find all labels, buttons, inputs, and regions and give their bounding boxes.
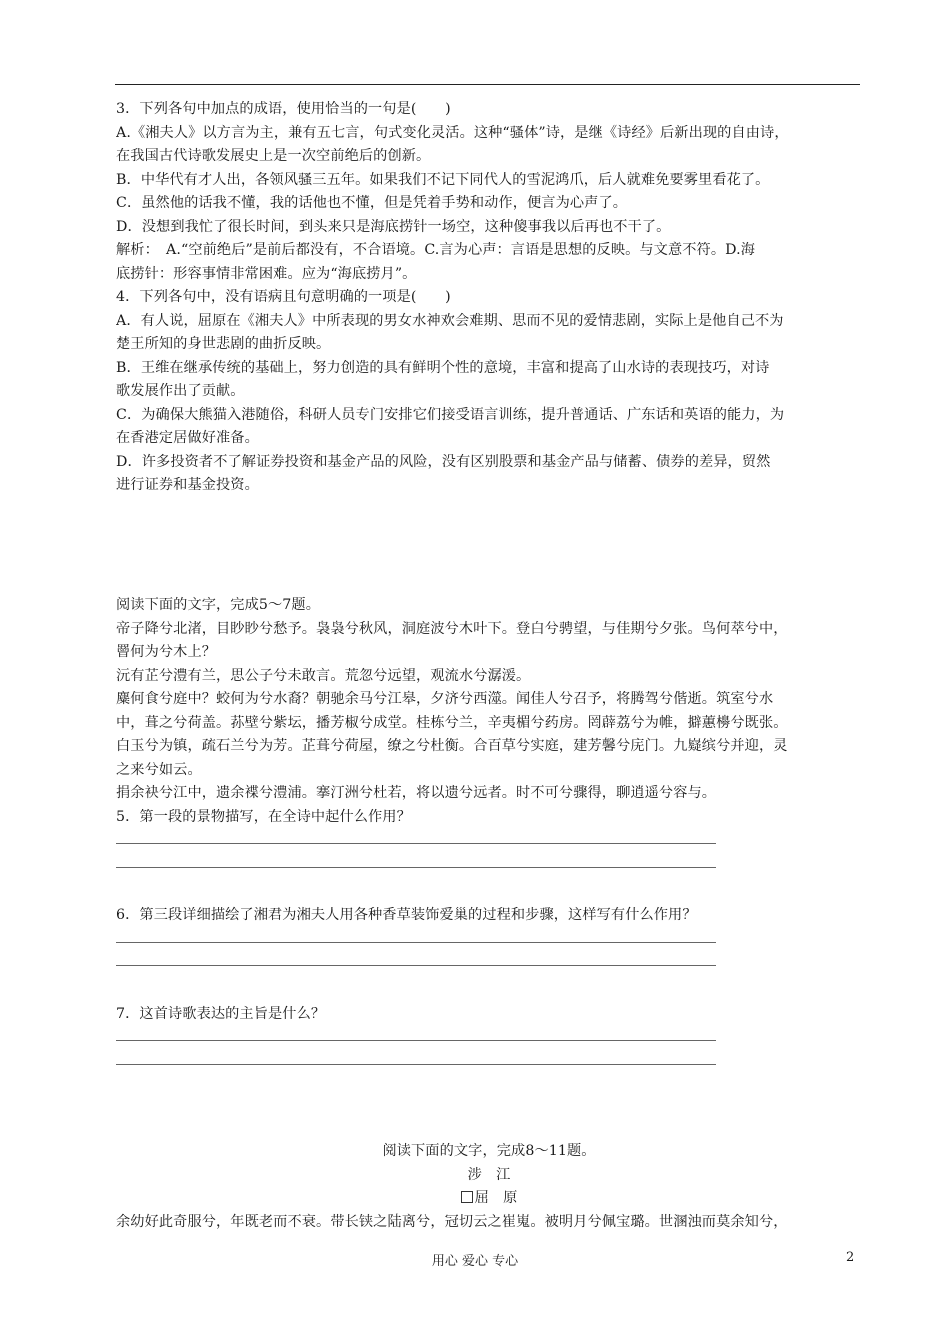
poem-paragraph-3: 麋何食兮庭中？蛟何为兮水裔？朝驰余马兮江皋，夕济兮西澨。闻佳人兮召予，将腾驾兮偕逝。筑室兮水 — [116, 691, 774, 707]
q3-option-b: B．中华代有才人出，各领风骚三五年。如果我们不记下同代人的雪泥鸿爪，后人就难免要雾里看花了。 — [116, 171, 770, 188]
q7-answer-line[interactable] — [116, 1050, 862, 1074]
q5-stem: 5．第一段的景物描写，在全诗中起什么作用？ — [116, 808, 411, 825]
q3-option-c: C．虽然他的话我不懂，我的话他也不懂，但是凭着手势和动作，便言为心声了。 — [116, 195, 628, 211]
q6-answer-line[interactable] — [116, 951, 862, 975]
poem-paragraph-3-cont: 之来兮如云。 — [116, 761, 202, 778]
poem-paragraph-3-cont: 中，葺之兮荷盖。荪壁兮紫坛，播芳椒兮成堂。桂栋兮兰，辛夷楣兮药房。罔薜荔兮为帷，擗蕙櫋兮既张。 — [116, 714, 788, 731]
poem-title: 涉 江 — [467, 1166, 511, 1183]
poem-paragraph-4: 捐余袂兮江中，遗余褋兮澧浦。搴汀洲兮杜若，将以遗兮远者。时不可兮骤得，聊逍遥兮容与。 — [116, 785, 717, 801]
poem-paragraph-1-cont: 罾何为兮木上？ — [116, 644, 217, 660]
poem-paragraph-2: 沅有芷兮澧有兰，思公子兮未敢言。荒忽兮远望，观流水兮潺湲。 — [116, 667, 531, 684]
reading1-intro: 阅读下面的文字，完成5～7题。 — [116, 597, 320, 613]
poem-author: 屈 原 — [474, 1190, 518, 1206]
q4-option-c: C．为确保大熊猫入港随俗，科研人员专门安排它们接受语言训练，提升普通话、广东话和英语的能力，为 — [116, 406, 785, 423]
reading2-intro: 阅读下面的文字，完成8～11题。 — [382, 1143, 596, 1159]
q4-option-c-cont: 在香港定居做好准备。 — [116, 430, 259, 446]
q4-option-a-cont: 楚王所知的身世悲剧的曲折反映。 — [116, 336, 331, 352]
header-rule — [115, 84, 860, 85]
reading-section-2 — [116, 1140, 862, 1234]
poem-paragraph-1: 帝子降兮北渚，目眇眇兮愁予。袅袅兮秋风，洞庭波兮木叶下。登白兮骋望，与佳期兮夕张。鸟何萃兮中， — [116, 620, 788, 637]
q3-option-d: D．没想到我忙了很长时间，到头来只是海底捞针一场空，这种傻事我以后再也不干了。 — [116, 218, 671, 235]
q4-option-b-cont: 歌发展作出了贡献。 — [116, 383, 245, 399]
q4-option-d: D．许多投资者不了解证券投资和基金产品的风险，没有区别股票和基金产品与储蓄、债券的差异，贸然 — [116, 453, 771, 470]
poem-paragraph-3-cont: 白玉兮为镇，疏石兰兮为芳。芷葺兮荷屋，缭之兮杜衡。合百草兮实庭，建芳馨兮庑门。九嶷缤兮并迎，灵 — [116, 738, 788, 754]
poem-author-line — [116, 1187, 862, 1211]
q7-answer-line[interactable] — [116, 1026, 862, 1050]
q4-stem: 4．下列各句中，没有语病且句意明确的一项是( ) — [116, 289, 451, 305]
footer-text: 用心 爱心 专心 — [431, 1254, 519, 1269]
q4-option-b: B．王维在继承传统的基础上，努力创造的具有鲜明个性的意境，丰富和提高了山水诗的表现技巧，对诗 — [116, 359, 770, 376]
q5-answer-line[interactable] — [116, 829, 862, 853]
q7-stem: 7．这首诗歌表达的主旨是什么？ — [116, 1005, 326, 1022]
body-column — [116, 98, 862, 498]
q6-stem: 6．第三段详细描绘了湘君为湘夫人用各种香草装饰爱巢的过程和步骤，这样写有什么作用？ — [116, 907, 697, 923]
checkbox-icon — [461, 1191, 473, 1203]
q3-option-a: A.《湘夫人》以方言为主，兼有五七言，句式变化灵活。这种“骚体”诗，是继《诗经》后新出现的自由诗， — [116, 124, 789, 141]
q5-answer-line[interactable] — [116, 853, 862, 877]
q6-answer-line[interactable] — [116, 928, 862, 952]
reading-section-1 — [116, 594, 862, 1073]
q3-option-a-cont: 在我国古代诗歌发展史上是一次空前绝后的创新。 — [116, 148, 431, 164]
q3-explanation: 解析： A.“空前绝后”是前后都没有，不合语境。C.言为心声：言语是思想的反映。与文意不符。D.海 — [116, 242, 755, 258]
page-number: 2 — [846, 1250, 855, 1265]
q3-explanation-cont: 底捞针：形容事情非常困难。应为“海底捞月”。 — [116, 265, 417, 282]
q4-option-d-cont: 进行证券和基金投资。 — [116, 477, 259, 493]
q3-stem: 3．下列各句中加点的成语，使用恰当的一句是( ) — [116, 101, 451, 117]
poem2-paragraph-1: 余幼好此奇服兮，年既老而不衰。带长铗之陆离兮，冠切云之崔嵬。被明月兮佩宝璐。世溷浊而莫余知兮， — [116, 1213, 788, 1230]
q4-option-a: A．有人说，屈原在《湘夫人》中所表现的男女水神欢会难期、思而不见的爱情悲剧，实际上是他自己不为 — [116, 312, 784, 329]
